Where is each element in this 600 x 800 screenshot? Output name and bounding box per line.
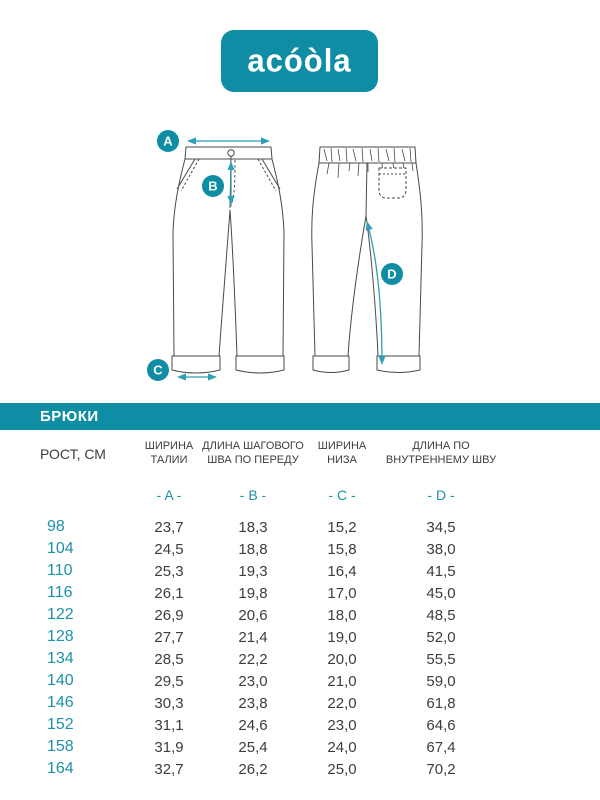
pants-back-view xyxy=(312,147,422,373)
measure-letter-row xyxy=(40,487,560,502)
header-line: ВНУТРЕННЕМУ ШВУ xyxy=(385,453,497,466)
back-right-cuff xyxy=(377,356,420,373)
measurement-cell: 24,0 xyxy=(327,738,357,756)
measurement-cell: 15,8 xyxy=(327,540,357,558)
measurement-cell: 31,1 xyxy=(154,716,184,734)
measurement-cell: 19,3 xyxy=(238,562,268,580)
table-row xyxy=(40,692,560,714)
measurement-cell: 34,5 xyxy=(426,518,456,536)
measurement-cell: 17,0 xyxy=(327,584,357,602)
header-line: ШВА ПО ПЕРЕДУ xyxy=(207,453,299,466)
height-cell: 128 xyxy=(47,628,74,645)
section-title-bar xyxy=(0,403,600,430)
front-right-cuff xyxy=(236,356,284,373)
measurement-cell: 61,8 xyxy=(426,694,456,712)
header-line: НИЗА xyxy=(327,453,357,466)
marker-c-label: C xyxy=(153,362,163,378)
letter-d: - D - xyxy=(427,487,455,503)
letter-c: - C - xyxy=(328,487,356,503)
measurement-cell: 55,5 xyxy=(426,650,456,668)
measurement-cell: 67,4 xyxy=(426,738,456,756)
table-row xyxy=(40,736,560,758)
height-cell: 104 xyxy=(47,540,74,557)
measurement-cell: 31,9 xyxy=(154,738,184,756)
letter-a: - A - xyxy=(156,487,182,503)
table-row xyxy=(40,714,560,736)
front-left-cuff xyxy=(172,356,220,373)
size-table-body xyxy=(40,516,560,780)
marker-d-label: D xyxy=(387,266,397,282)
measurement-cell: 70,2 xyxy=(426,760,456,778)
letter-b: - B - xyxy=(239,487,267,503)
header-line: ДЛИНА ШАГОВОГО xyxy=(202,440,304,452)
measurement-cell: 16,4 xyxy=(327,562,357,580)
table-row xyxy=(40,538,560,560)
measurement-cell: 48,5 xyxy=(426,606,456,624)
measurement-cell: 25,3 xyxy=(154,562,184,580)
measurement-cell: 21,0 xyxy=(327,672,357,690)
pants-front-view xyxy=(172,147,284,373)
marker-c-badge xyxy=(147,359,169,381)
header-line: ШИРИНА xyxy=(317,440,367,452)
column-header-front-inseam-length xyxy=(203,440,303,470)
size-table xyxy=(40,440,560,780)
back-waistband xyxy=(319,147,416,163)
measurement-cell: 22,0 xyxy=(327,694,357,712)
measurement-cell: 41,5 xyxy=(426,562,456,580)
measurement-cell: 59,0 xyxy=(426,672,456,690)
height-cell: 152 xyxy=(47,716,74,733)
measurement-cell: 27,7 xyxy=(154,628,184,646)
height-cell: 146 xyxy=(47,694,74,711)
measurement-cell: 15,2 xyxy=(327,518,357,536)
measurement-cell: 25,0 xyxy=(327,760,357,778)
measurement-cell: 23,0 xyxy=(327,716,357,734)
measurement-cell: 32,7 xyxy=(154,760,184,778)
header-line: ДЛИНА ПО xyxy=(412,440,470,452)
table-row xyxy=(40,582,560,604)
header-line: ТАЛИИ xyxy=(150,453,188,466)
measurement-cell: 23,7 xyxy=(154,518,184,536)
measurement-cell: 23,0 xyxy=(238,672,268,690)
table-row xyxy=(40,648,560,670)
measurement-cell: 20,6 xyxy=(238,606,268,624)
height-cell: 158 xyxy=(47,738,74,755)
back-pocket xyxy=(379,168,406,198)
header-line: ШИРИНА xyxy=(144,440,194,452)
measurement-cell: 18,3 xyxy=(238,518,268,536)
column-header-hem-width xyxy=(303,440,381,470)
measurement-cell: 23,8 xyxy=(238,694,268,712)
measurement-cell: 52,0 xyxy=(426,628,456,646)
measurement-cell: 18,8 xyxy=(238,540,268,558)
column-header-height xyxy=(40,440,135,470)
measurement-cell: 30,3 xyxy=(154,694,184,712)
section-title: БРЮКИ xyxy=(40,408,99,425)
acoola-logo xyxy=(221,30,378,92)
height-cell: 122 xyxy=(47,606,74,623)
height-cell: 164 xyxy=(47,760,74,777)
size-table-header xyxy=(40,440,560,470)
measurement-cell: 26,1 xyxy=(154,584,184,602)
measurement-cell: 24,6 xyxy=(238,716,268,734)
column-header-height-label: РОСТ, СМ xyxy=(40,446,106,463)
table-row xyxy=(40,604,560,626)
height-cell: 134 xyxy=(47,650,74,667)
measurement-cell: 24,5 xyxy=(154,540,184,558)
measurement-cell: 19,0 xyxy=(327,628,357,646)
measurement-cell: 21,4 xyxy=(238,628,268,646)
height-cell: 98 xyxy=(47,518,65,535)
table-row xyxy=(40,626,560,648)
measurement-cell: 19,8 xyxy=(238,584,268,602)
height-cell: 110 xyxy=(47,562,73,579)
table-row xyxy=(40,560,560,582)
marker-a-label: A xyxy=(163,133,173,149)
marker-d-badge xyxy=(381,263,403,285)
back-left-cuff xyxy=(313,356,349,373)
table-row xyxy=(40,758,560,780)
pants-measurement-diagram xyxy=(0,110,600,400)
measurement-cell: 45,0 xyxy=(426,584,456,602)
marker-b-badge xyxy=(202,175,224,197)
measurement-cell: 28,5 xyxy=(154,650,184,668)
measurement-cell: 64,6 xyxy=(426,716,456,734)
marker-a-badge xyxy=(157,130,179,152)
table-row xyxy=(40,516,560,538)
front-button xyxy=(228,150,234,156)
measurement-cell: 20,0 xyxy=(327,650,357,668)
column-header-inner-seam-length xyxy=(381,440,501,470)
measurement-cell: 26,2 xyxy=(238,760,268,778)
measurement-cell: 25,4 xyxy=(238,738,268,756)
measurement-cell: 18,0 xyxy=(327,606,357,624)
measurement-cell: 38,0 xyxy=(426,540,456,558)
measurement-cell: 26,9 xyxy=(154,606,184,624)
height-cell: 140 xyxy=(47,672,74,689)
letter-cell-empty xyxy=(40,487,135,503)
front-silhouette xyxy=(173,159,284,356)
acoola-logo-text: acóòla xyxy=(247,42,352,79)
measurement-cell: 22,2 xyxy=(238,650,268,668)
table-row xyxy=(40,670,560,692)
marker-b-label: B xyxy=(208,178,218,194)
column-header-waist-width xyxy=(135,440,203,470)
height-cell: 116 xyxy=(47,584,73,601)
measurement-cell: 29,5 xyxy=(154,672,184,690)
